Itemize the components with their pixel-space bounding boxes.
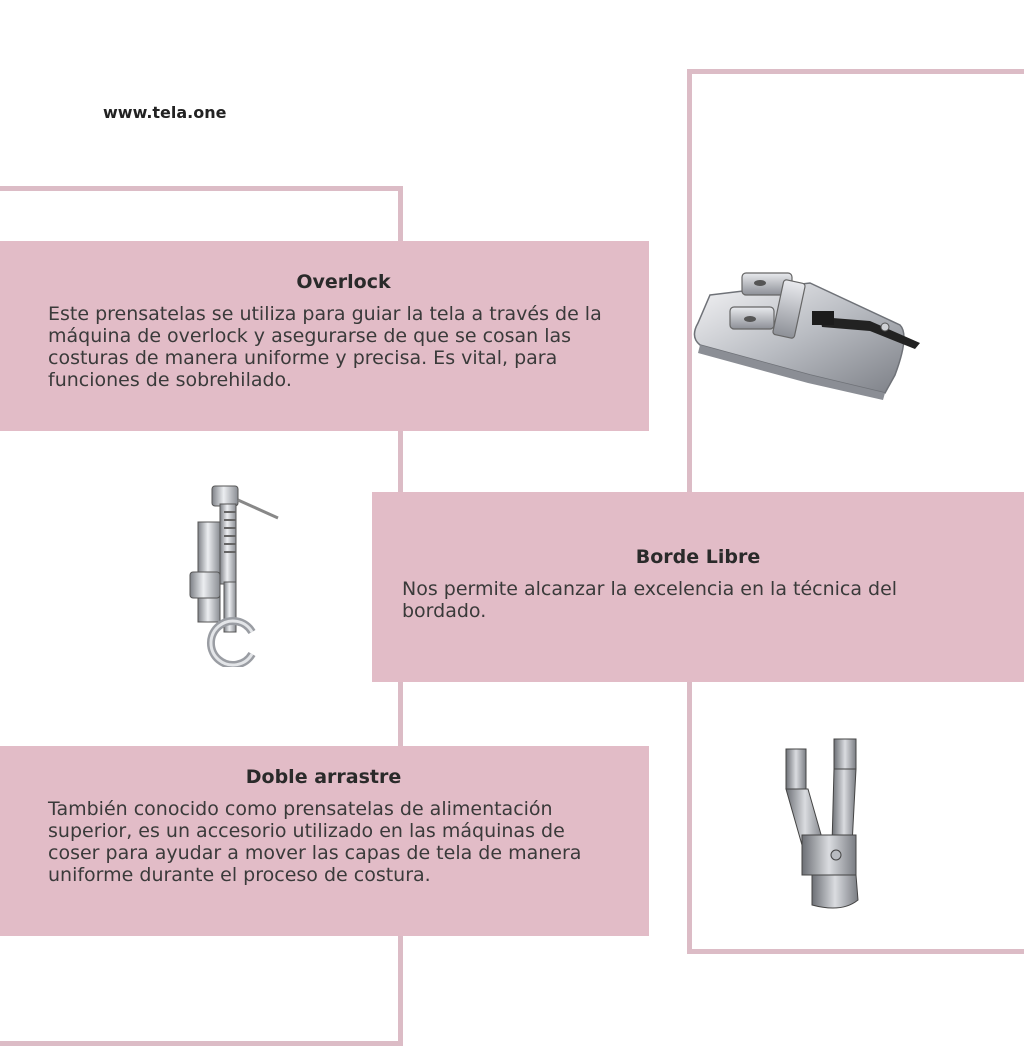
free-motion-presser-foot-icon bbox=[180, 482, 285, 667]
card-title-borde-libre: Borde Libre bbox=[635, 546, 761, 568]
overlock-presser-foot-icon bbox=[690, 265, 930, 415]
card-overlock bbox=[0, 241, 649, 431]
card-text-borde-libre: Nos permite alcanzar la excelencia en la técnica del bordado. bbox=[402, 578, 898, 622]
card-text-doble-arrastre: También conocido como prensatelas de alimentación superior, es un accesorio utilizado en las máquinas de coser para ayudar a mover las capas de tela de manera uniforme durante el proceso de costura. bbox=[48, 798, 582, 886]
card-doble-arrastre bbox=[0, 746, 649, 936]
card-title-overlock: Overlock bbox=[296, 271, 391, 293]
card-text-overlock: Este prensatelas se utiliza para guiar la tela a través de la máquina de overlock y asegurarse de que se cosan las costuras de manera uniforme y precisa. Es vital, para funciones de sobrehilado. bbox=[48, 303, 602, 391]
card-title-doble-arrastre: Doble arrastre bbox=[245, 766, 402, 788]
walking-foot-icon bbox=[772, 735, 867, 915]
card-borde-libre bbox=[372, 492, 1024, 682]
site-url[interactable]: www.tela.one bbox=[103, 103, 227, 122]
